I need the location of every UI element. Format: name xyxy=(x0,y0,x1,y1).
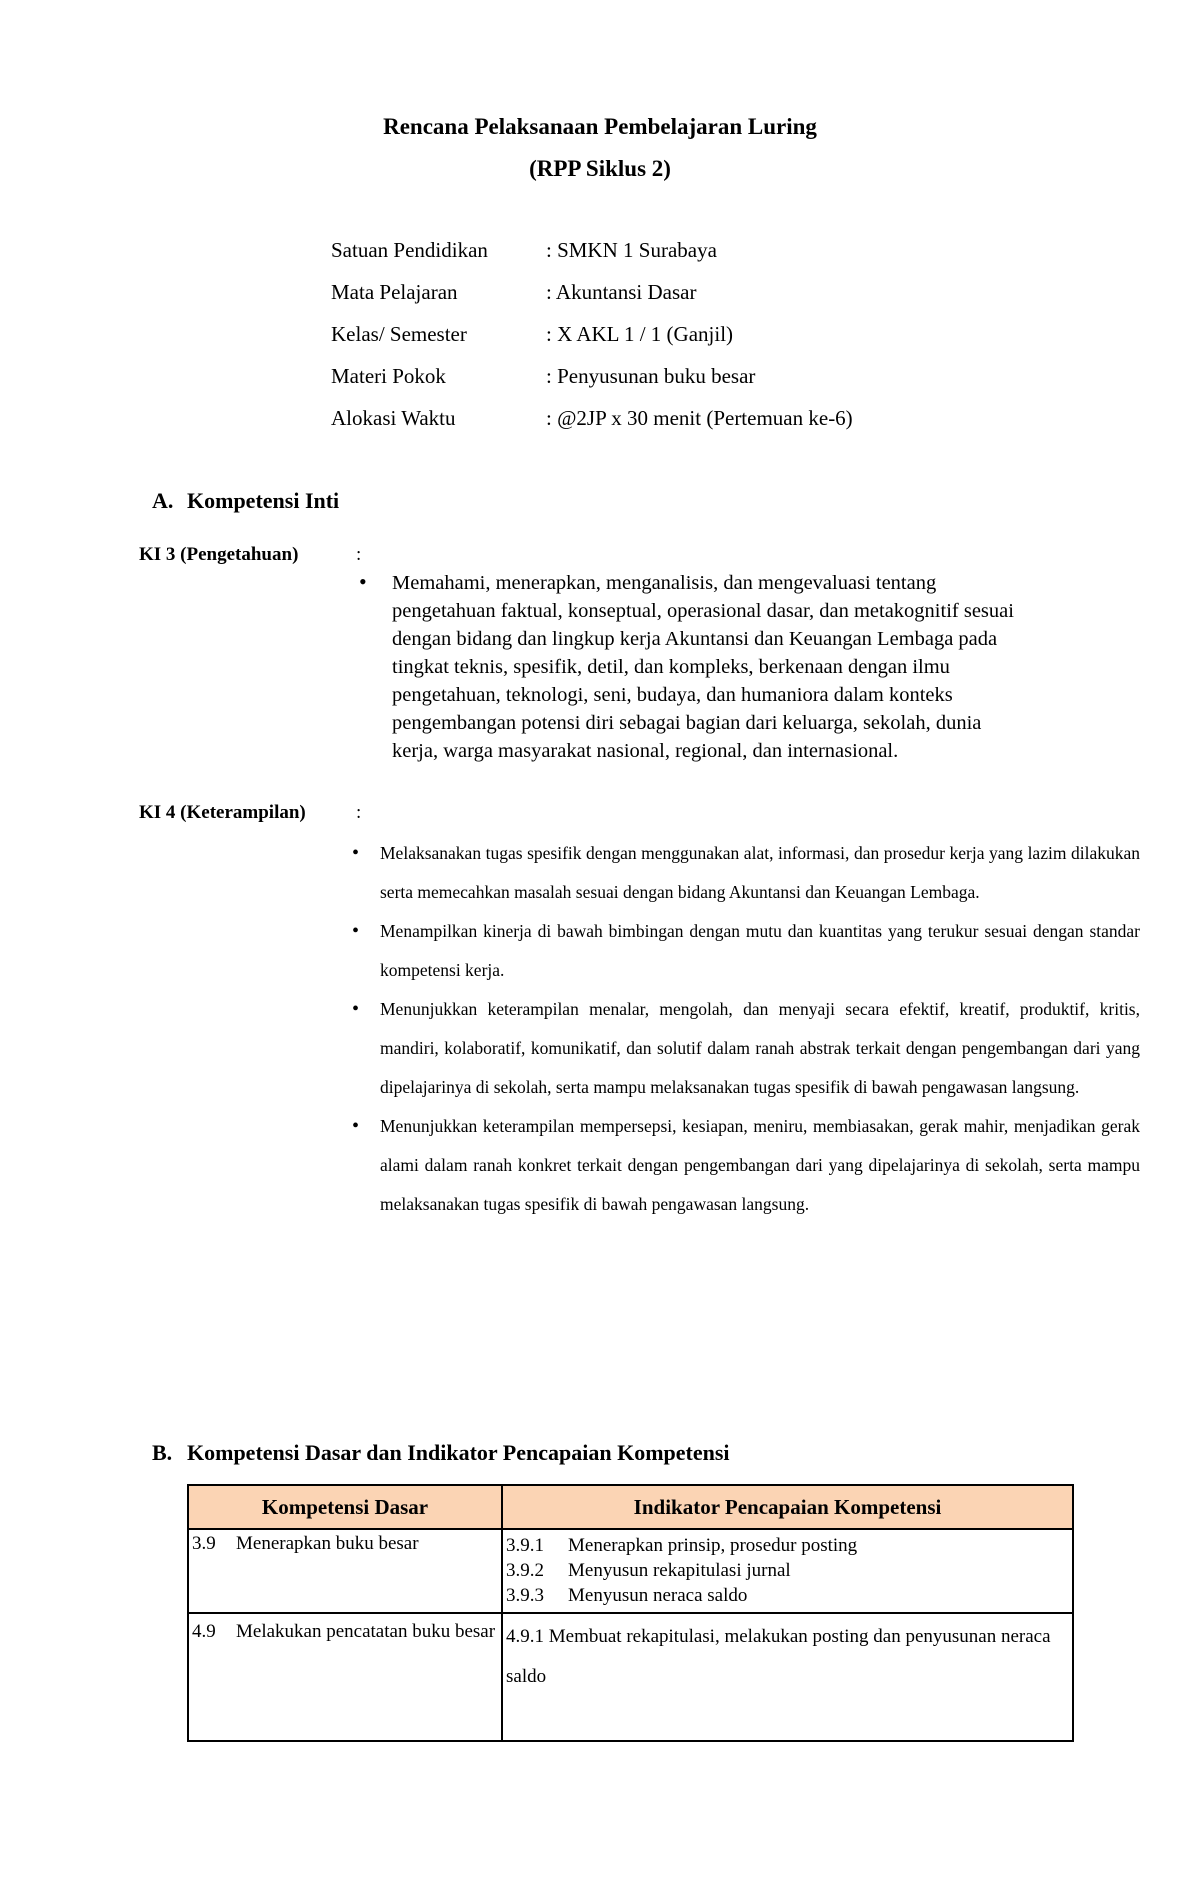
ki4-label: KI 4 (Keterampilan) xyxy=(139,802,306,823)
table-row xyxy=(188,1529,1073,1613)
indicator-item: 3.9.1 Menerapkan prinsip, prosedur posting xyxy=(506,1535,858,1556)
indicator-cell xyxy=(502,1613,1073,1741)
section-b-marker: B. xyxy=(152,1440,173,1465)
identity-value: : SMKN 1 Surabaya xyxy=(546,238,717,262)
table-row xyxy=(188,1613,1073,1741)
ki3-bullet-icon: • xyxy=(359,569,367,594)
section-a-marker: A. xyxy=(152,488,174,513)
kd-cell xyxy=(188,1529,502,1613)
kd-code: 3.9 xyxy=(192,1533,216,1554)
ki3-line: kerja, warga masyarakat nasional, regional, dan internasional. xyxy=(392,740,899,762)
identity-label: Kelas/ Semester xyxy=(331,322,467,346)
ki3-line: pengetahuan faktual, konseptual, operasional dasar, dan metakognitif sesuai xyxy=(392,600,1014,622)
ki4-item: • Menampilkan kinerja di bawah bimbingan dengan mutu dan kuantitas yang terukur sesuai dengan standar kompetensi kerja. xyxy=(352,912,1140,990)
identity-label: Mata Pelajaran xyxy=(331,280,458,304)
ki4-item: • Menunjukkan keterampilan mempersepsi, kesiapan, meniru, membiasakan, gerak mahir, menjadikan gerak alami dalam ranah konkret terkait dengan pengembangan dari yang dipelajarinya di sekolah, serta mampu melaksanakan tugas spesifik di bawah pengawasan langsung. xyxy=(352,1107,1140,1224)
identity-value: : Penyusunan buku besar xyxy=(546,364,756,388)
ki3-line: dengan bidang dan lingkup kerja Akuntansi dan Keuangan Lembaga pada xyxy=(392,628,998,650)
indicator-item: 3.9.3 Menyusun neraca saldo xyxy=(506,1585,748,1606)
kd-ipk-table xyxy=(187,1484,1074,1742)
ki3-label: KI 3 (Pengetahuan) xyxy=(139,544,299,565)
indicator-item: 3.9.2 Menyusun rekapitulasi jurnal xyxy=(506,1560,791,1581)
indicator-item: 4.9.1 Membuat rekapitulasi, melakukan posting dan penyusunan neraca saldo xyxy=(506,1626,1051,1687)
identity-value: : Akuntansi Dasar xyxy=(546,280,697,304)
indicator-cell xyxy=(502,1529,1073,1613)
kd-code: 4.9 xyxy=(192,1621,216,1642)
table-header-row xyxy=(188,1485,1073,1529)
section-a-heading: Kompetensi Inti xyxy=(187,488,340,513)
ki3-paragraph xyxy=(392,569,1152,765)
kd-cell xyxy=(188,1613,502,1741)
identity-label: Alokasi Waktu xyxy=(331,406,456,430)
ki3-colon: : xyxy=(356,544,362,565)
identity-value: : X AKL 1 / 1 (Ganjil) xyxy=(546,322,734,346)
kd-text: Menerapkan buku besar xyxy=(236,1533,419,1554)
ki3-line: tingkat teknis, spesifik, detil, dan kompleks, berkenaan dengan ilmu xyxy=(392,656,950,678)
bullet-icon: • xyxy=(352,1115,360,1137)
section-b-heading: Kompetensi Dasar dan Indikator Pencapaian Kompetensi xyxy=(187,1440,730,1465)
document-subtitle: (RPP Siklus 2) xyxy=(529,156,671,181)
bullet-icon: • xyxy=(352,842,360,864)
kd-text: Melakukan pencatatan buku besar xyxy=(236,1621,496,1642)
ki4-item: • Melaksanakan tugas spesifik dengan menggunakan alat, informasi, dan prosedur kerja yang lazim dilakukan serta memecahkan masalah sesuai dengan bidang Akuntansi dan Keuangan Lembaga. xyxy=(352,834,1140,912)
header-indikator: Indikator Pencapaian Kompetensi xyxy=(502,1485,1073,1529)
identity-label: Satuan Pendidikan xyxy=(331,238,488,262)
ki3-line: pengetahuan, teknologi, seni, budaya, dan humaniora dalam konteks xyxy=(392,684,953,706)
ki3-line: pengembangan potensi diri sebagai bagian dari keluarga, sekolah, dunia xyxy=(392,712,982,734)
identity-label: Materi Pokok xyxy=(331,364,446,388)
ki3-line: Memahami, menerapkan, menganalisis, dan mengevaluasi tentang xyxy=(392,572,937,594)
bullet-icon: • xyxy=(352,920,360,942)
ki4-list xyxy=(352,834,1140,1224)
ki4-colon: : xyxy=(356,802,362,823)
header-kompetensi-dasar: Kompetensi Dasar xyxy=(188,1485,502,1529)
ki4-item: • Menunjukkan keterampilan menalar, mengolah, dan menyaji secara efektif, kreatif, produktif, kritis, mandiri, kolaboratif, komunikatif, dan solutif dalam ranah abstrak terkait dengan pengembangan dari yang dipelajarinya di sekolah, serta mampu melaksanakan tugas spesifik di bawah pengawasan langsung. xyxy=(352,990,1140,1107)
document-title: Rencana Pelaksanaan Pembelajaran Luring xyxy=(383,114,817,139)
bullet-icon: • xyxy=(352,998,360,1020)
identity-value: : @2JP x 30 menit (Pertemuan ke-6) xyxy=(546,406,853,430)
